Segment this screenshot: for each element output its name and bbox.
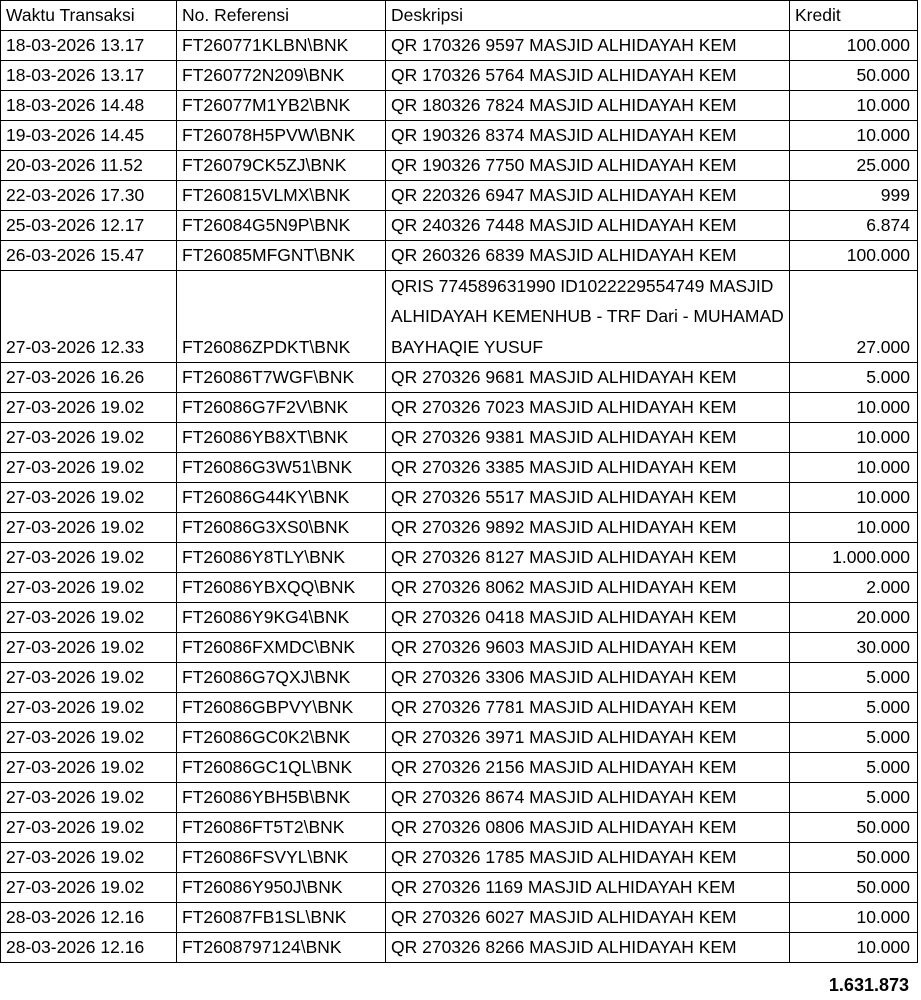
- table-row: [1, 813, 918, 843]
- cell-credit: 100.000: [790, 31, 918, 61]
- cell-time: 25-03-2026 12.17: [1, 211, 177, 241]
- cell-description: QR 190326 8374 MASJID ALHIDAYAH KEM: [386, 121, 790, 151]
- cell-reference: FT26085MFGNT\BNK: [177, 241, 386, 271]
- cell-reference: FT26086Y950J\BNK: [177, 873, 386, 903]
- table-row: [1, 61, 918, 91]
- cell-reference: FT26086FXMDC\BNK: [177, 633, 386, 663]
- cell-credit: 10.000: [790, 933, 918, 963]
- cell-time: 22-03-2026 17.30: [1, 181, 177, 211]
- cell-reference: FT2608797124\BNK: [177, 933, 386, 963]
- cell-description: QR 270326 8127 MASJID ALHIDAYAH KEM: [386, 543, 790, 573]
- cell-reference: FT26087FB1SL\BNK: [177, 903, 386, 933]
- cell-time: 27-03-2026 19.02: [1, 483, 177, 513]
- table-row: [1, 723, 918, 753]
- cell-reference: FT26086G44KY\BNK: [177, 483, 386, 513]
- cell-reference: FT26077M1YB2\BNK: [177, 91, 386, 121]
- cell-time: 27-03-2026 19.02: [1, 423, 177, 453]
- cell-time: 27-03-2026 12.33: [1, 271, 177, 363]
- cell-description: QR 270326 8062 MASJID ALHIDAYAH KEM: [386, 573, 790, 603]
- table-row: [1, 753, 918, 783]
- cell-description: QR 240326 7448 MASJID ALHIDAYAH KEM: [386, 211, 790, 241]
- cell-credit: 5.000: [790, 783, 918, 813]
- table-row: [1, 483, 918, 513]
- cell-description: QR 270326 9381 MASJID ALHIDAYAH KEM: [386, 423, 790, 453]
- cell-time: 27-03-2026 19.02: [1, 843, 177, 873]
- cell-reference: FT26086T7WGF\BNK: [177, 363, 386, 393]
- header-reference: No. Referensi: [177, 1, 386, 31]
- cell-credit: 27.000: [790, 271, 918, 363]
- cell-time: 26-03-2026 15.47: [1, 241, 177, 271]
- cell-reference: FT26086G3W51\BNK: [177, 453, 386, 483]
- cell-description: QR 270326 7781 MASJID ALHIDAYAH KEM: [386, 693, 790, 723]
- table-row: [1, 693, 918, 723]
- cell-time: 20-03-2026 11.52: [1, 151, 177, 181]
- cell-reference: FT26086YBH5B\BNK: [177, 783, 386, 813]
- cell-credit: 999: [790, 181, 918, 211]
- cell-description: QR 270326 3971 MASJID ALHIDAYAH KEM: [386, 723, 790, 753]
- table-row: [1, 151, 918, 181]
- cell-time: 27-03-2026 19.02: [1, 783, 177, 813]
- cell-credit: 10.000: [790, 483, 918, 513]
- cell-reference: FT260815VLMX\BNK: [177, 181, 386, 211]
- cell-reference: FT26086G7QXJ\BNK: [177, 663, 386, 693]
- cell-description: QR 220326 6947 MASJID ALHIDAYAH KEM: [386, 181, 790, 211]
- cell-credit: 5.000: [790, 363, 918, 393]
- cell-reference: FT26086GC1QL\BNK: [177, 753, 386, 783]
- cell-reference: FT26086ZPDKT\BNK: [177, 271, 386, 363]
- cell-credit: 100.000: [790, 241, 918, 271]
- table-row: [1, 843, 918, 873]
- cell-credit: 50.000: [790, 61, 918, 91]
- table-row: [1, 241, 918, 271]
- table-row: [1, 543, 918, 573]
- cell-description: QR 270326 9681 MASJID ALHIDAYAH KEM: [386, 363, 790, 393]
- cell-time: 27-03-2026 16.26: [1, 363, 177, 393]
- credit-total: 1.631.873: [828, 975, 909, 995]
- table-row: [1, 31, 918, 61]
- cell-time: 27-03-2026 19.02: [1, 453, 177, 483]
- cell-description: QR 170326 5764 MASJID ALHIDAYAH KEM: [386, 61, 790, 91]
- cell-reference: FT260772N209\BNK: [177, 61, 386, 91]
- cell-description: QRIS 774589631990 ID1022229554749 MASJID ALHIDAYAH KEMENHUB - TRF Dari - MUHAMAD BAYHAQIE YUSUF: [386, 271, 790, 363]
- table-row: [1, 91, 918, 121]
- cell-time: 19-03-2026 14.45: [1, 121, 177, 151]
- cell-credit: 10.000: [790, 393, 918, 423]
- header-row: [1, 1, 918, 31]
- cell-description: QR 270326 5517 MASJID ALHIDAYAH KEM: [386, 483, 790, 513]
- cell-credit: 10.000: [790, 903, 918, 933]
- table-row: [1, 453, 918, 483]
- cell-time: 18-03-2026 14.48: [1, 91, 177, 121]
- cell-time: 27-03-2026 19.02: [1, 723, 177, 753]
- cell-reference: FT26086G3XS0\BNK: [177, 513, 386, 543]
- cell-credit: 50.000: [790, 873, 918, 903]
- cell-credit: 5.000: [790, 723, 918, 753]
- header-description: Deskripsi: [386, 1, 790, 31]
- cell-description: QR 270326 3385 MASJID ALHIDAYAH KEM: [386, 453, 790, 483]
- cell-reference: FT26086GBPVY\BNK: [177, 693, 386, 723]
- cell-description: QR 270326 6027 MASJID ALHIDAYAH KEM: [386, 903, 790, 933]
- cell-reference: FT26086Y8TLY\BNK: [177, 543, 386, 573]
- cell-description: QR 270326 1169 MASJID ALHIDAYAH KEM: [386, 873, 790, 903]
- table-row: [1, 783, 918, 813]
- cell-reference: FT26086G7F2V\BNK: [177, 393, 386, 423]
- header-time: Waktu Transaksi: [1, 1, 177, 31]
- cell-credit: 10.000: [790, 513, 918, 543]
- table-row: [1, 573, 918, 603]
- cell-description: QR 270326 8674 MASJID ALHIDAYAH KEM: [386, 783, 790, 813]
- cell-reference: FT26086FT5T2\BNK: [177, 813, 386, 843]
- cell-description: QR 180326 7824 MASJID ALHIDAYAH KEM: [386, 91, 790, 121]
- cell-time: 27-03-2026 19.02: [1, 813, 177, 843]
- cell-credit: 2.000: [790, 573, 918, 603]
- cell-reference: FT260771KLBN\BNK: [177, 31, 386, 61]
- cell-reference: FT26078H5PVW\BNK: [177, 121, 386, 151]
- cell-description: QR 270326 9892 MASJID ALHIDAYAH KEM: [386, 513, 790, 543]
- cell-credit: 20.000: [790, 603, 918, 633]
- header-credit: Kredit: [790, 1, 918, 31]
- cell-time: 27-03-2026 19.02: [1, 543, 177, 573]
- cell-description: QR 270326 0418 MASJID ALHIDAYAH KEM: [386, 603, 790, 633]
- cell-description: QR 270326 7023 MASJID ALHIDAYAH KEM: [386, 393, 790, 423]
- cell-description: QR 270326 0806 MASJID ALHIDAYAH KEM: [386, 813, 790, 843]
- cell-credit: 10.000: [790, 423, 918, 453]
- cell-reference: FT26086YBXQQ\BNK: [177, 573, 386, 603]
- cell-description: QR 270326 1785 MASJID ALHIDAYAH KEM: [386, 843, 790, 873]
- cell-time: 27-03-2026 19.02: [1, 633, 177, 663]
- table-row: [1, 663, 918, 693]
- cell-description: QR 270326 2156 MASJID ALHIDAYAH KEM: [386, 753, 790, 783]
- cell-credit: 1.000.000: [790, 543, 918, 573]
- table-row: [1, 211, 918, 241]
- cell-description: QR 270326 9603 MASJID ALHIDAYAH KEM: [386, 633, 790, 663]
- cell-credit: 10.000: [790, 121, 918, 151]
- cell-reference: FT26086YB8XT\BNK: [177, 423, 386, 453]
- cell-credit: 50.000: [790, 843, 918, 873]
- cell-time: 28-03-2026 12.16: [1, 903, 177, 933]
- table-row: [1, 513, 918, 543]
- table-row: [1, 363, 918, 393]
- table-row: [1, 603, 918, 633]
- table-row: [1, 271, 918, 363]
- cell-description: QR 260326 6839 MASJID ALHIDAYAH KEM: [386, 241, 790, 271]
- cell-credit: 6.874: [790, 211, 918, 241]
- cell-credit: 50.000: [790, 813, 918, 843]
- cell-time: 27-03-2026 19.02: [1, 393, 177, 423]
- cell-reference: FT26086FSVYL\BNK: [177, 843, 386, 873]
- cell-time: 27-03-2026 19.02: [1, 693, 177, 723]
- table-row: [1, 423, 918, 453]
- cell-credit: 5.000: [790, 693, 918, 723]
- cell-description: QR 190326 7750 MASJID ALHIDAYAH KEM: [386, 151, 790, 181]
- cell-description: QR 170326 9597 MASJID ALHIDAYAH KEM: [386, 31, 790, 61]
- cell-credit: 5.000: [790, 663, 918, 693]
- cell-description: QR 270326 3306 MASJID ALHIDAYAH KEM: [386, 663, 790, 693]
- cell-credit: 5.000: [790, 753, 918, 783]
- cell-time: 27-03-2026 19.02: [1, 873, 177, 903]
- table-row: [1, 633, 918, 663]
- table-row: [1, 903, 918, 933]
- cell-reference: FT26086GC0K2\BNK: [177, 723, 386, 753]
- table-row: [1, 181, 918, 211]
- cell-credit: 10.000: [790, 91, 918, 121]
- table-row: [1, 933, 918, 963]
- table-row: [1, 121, 918, 151]
- cell-time: 18-03-2026 13.17: [1, 61, 177, 91]
- cell-time: 28-03-2026 12.16: [1, 933, 177, 963]
- table-row: [1, 873, 918, 903]
- cell-credit: 25.000: [790, 151, 918, 181]
- cell-time: 18-03-2026 13.17: [1, 31, 177, 61]
- cell-time: 27-03-2026 19.02: [1, 603, 177, 633]
- cell-time: 27-03-2026 19.02: [1, 573, 177, 603]
- cell-reference: FT26086Y9KG4\BNK: [177, 603, 386, 633]
- table-row: [1, 393, 918, 423]
- cell-description: QR 270326 8266 MASJID ALHIDAYAH KEM: [386, 933, 790, 963]
- cell-reference: FT26079CK5ZJ\BNK: [177, 151, 386, 181]
- cell-credit: 10.000: [790, 453, 918, 483]
- cell-time: 27-03-2026 19.02: [1, 513, 177, 543]
- cell-credit: 30.000: [790, 633, 918, 663]
- cell-reference: FT26084G5N9P\BNK: [177, 211, 386, 241]
- cell-time: 27-03-2026 19.02: [1, 753, 177, 783]
- cell-time: 27-03-2026 19.02: [1, 663, 177, 693]
